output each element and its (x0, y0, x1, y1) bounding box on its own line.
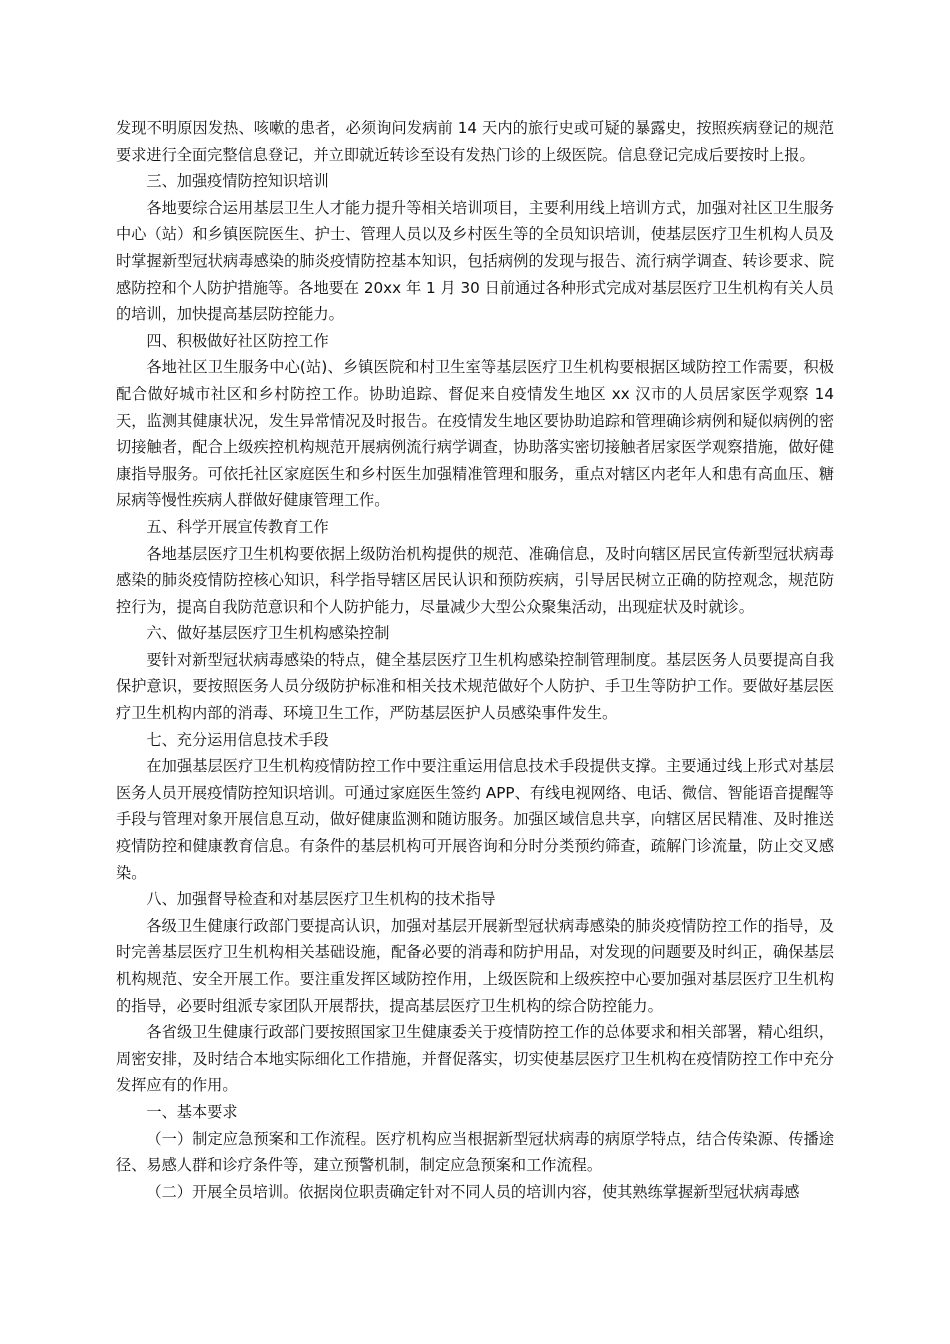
paragraph-training: 各地要综合运用基层卫生人才能力提升等相关培训项目，主要利用线上培训方式，加强对社区卫生服务中心（站）和乡镇医院医生、护士、管理人员以及乡村医生等的全员知识培训，使基层医疗卫生机构人员及时掌握新型冠状病毒感染的肺炎疫情防控基本知识，包括病例的发现与报告、流行病学调查、转诊要求、院感防控和个人防护措施等。各地要在 20xx 年 1 月 30 日前通过各种形式完成对基层医疗卫生机构有关人员的培训，加快提高基层防控能力。 (116, 198, 834, 324)
paragraph-continuation: 发现不明原因发热、咳嗽的患者，必须询问发病前 14 天内的旅行史或可疑的暴露史，按照疾病登记的规范要求进行全面完整信息登记，并立即就近转诊至设有发热门诊的上级医院。信息登记完成后要按时上报。 (116, 119, 834, 164)
paragraph-infection-control: 要针对新型冠状病毒感染的特点，健全基层医疗卫生机构感染控制管理制度。基层医务人员要提高自我保护意识，要按照医务人员分级防护标准和相关技术规范做好个人防护、手卫生等防护工作。要做好基层医疗卫生机构内部的消毒、环境卫生工作，严防基层医护人员感染事件发生。 (116, 650, 834, 723)
section-heading-5: 五、科学开展宣传教育工作 (146, 517, 329, 536)
section-heading-7: 七、充分运用信息技术手段 (146, 730, 329, 749)
section-heading-3: 三、加强疫情防控知识培训 (146, 172, 329, 191)
paragraph-provincial: 各省级卫生健康行政部门要按照国家卫生健康委关于疫情防控工作的总体要求和相关部署，精心组织，周密安排，及时结合本地实际细化工作措施，并督促落实，切实使基层医疗卫生机构在疫情防控工作中充分发挥应有的作用。 (116, 1023, 834, 1095)
section-heading-8: 八、加强督导检查和对基层医疗卫生机构的技术指导 (146, 890, 496, 909)
paragraph-requirement-2: （二）开展全员培训。依据岗位职责确定针对不同人员的培训内容，使其熟练掌握新型冠状病毒感 (146, 1182, 800, 1201)
section-heading-4: 四、积极做好社区防控工作 (146, 331, 329, 350)
section-heading-basic: 一、基本要求 (146, 1102, 238, 1121)
paragraph-community: 各地社区卫生服务中心(站)、乡镇医院和村卫生室等基层医疗卫生机构要根据区域防控工作需要，积极配合做好城市社区和乡村防控工作。协助追踪、督促来自疫情发生地区 xx 汉市的人员居家医学观察 14 天，监测其健康状况，发生异常情况及时报告。在疫情发生地区要协助追踪和管理确诊病例和疑似病例的密切接触者，配合上级疾控机构规范开展病例流行病学调查，协助落实密切接触者居家医学观察措施，做好健康指导服务。可依托社区家庭医生和乡村医生加强精准管理和服务，重点对辖区内老年人和患有高血压、糖尿病等慢性疾病人群做好健康管理工作。 (116, 358, 834, 510)
paragraph-education: 各地基层医疗卫生机构要依据上级防治机构提供的规范、准确信息，及时向辖区居民宣传新型冠状病毒感染的肺炎疫情防控核心知识，科学指导辖区居民认识和预防疾病，引导居民树立正确的防控观念，规范防控行为，提高自我防范意识和个人防护能力，尽量减少大型公众聚集活动，出现症状及时就诊。 (116, 544, 834, 616)
paragraph-requirement-1: （一）制定应急预案和工作流程。医疗机构应当根据新型冠状病毒的病原学特点，结合传染源、传播途径、易感人群和诊疗条件等，建立预警机制，制定应急预案和工作流程。 (116, 1129, 834, 1175)
paragraph-supervision: 各级卫生健康行政部门要提高认识，加强对基层开展新型冠状病毒感染的肺炎疫情防控工作的指导，及时完善基层医疗卫生机构相关基础设施，配备必要的消毒和防护用品，对发现的问题要及时纠正，确保基层机构规范、安全开展工作。要注重发挥区域防控作用，上级医院和上级疾控中心要加强对基层医疗卫生机构的指导，必要时组派专家团队开展帮扶，提高基层医疗卫生机构的综合防控能力。 (116, 916, 834, 1015)
section-heading-6: 六、做好基层医疗卫生机构感染控制 (146, 624, 390, 643)
paragraph-it: 在加强基层医疗卫生机构疫情防控工作中要注重运用信息技术手段提供支撑。主要通过线上形式对基层医务人员开展疫情防控知识培训。可通过家庭医生签约 APP、有线电视网络、电话、微信、智能语音提醒等手段与管理对象开展信息互动，做好健康监测和随访服务。加强区域信息共享，向辖区居民精准、及时推送疫情防控和健康教育信息。有条件的基层机构可开展咨询和分时分类预约筛查，疏解门诊流量，防止交叉感染。 (116, 757, 834, 882)
